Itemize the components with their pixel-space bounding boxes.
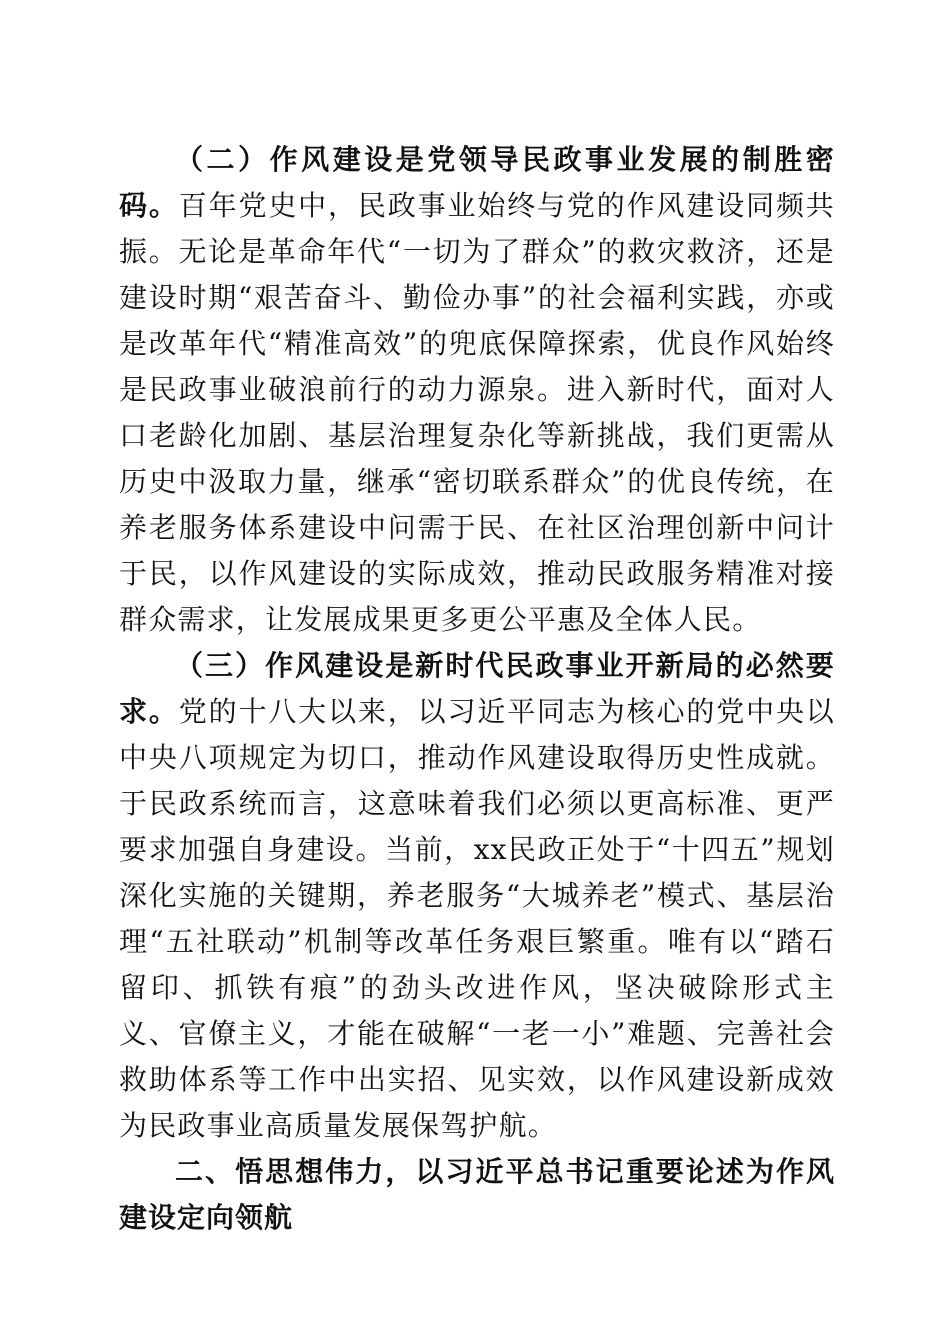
paragraph-body-text: 百年党史中，民政事业始终与党的作风建设同频共振。无论是革命年代“一切为了群众”的救灾救济，还是建设时期“艰苦奋斗、勤俭办事”的社会福利实践，亦或是改革年代“精准高效”的兜底保障探索，优良作风始终是民政事业破浪前行的动力源泉。进入新时代，面对人口老龄化加剧、基层治理复杂化等新挑战，我们更需从历史中汲取力量，继承“密切联系群众”的优良传统，在养老服务体系建设中问需于民、在社区治理创新中问计于民，以作风建设的实际成效，推动民政服务精准对接群众需求，让发展成果更多更公平惠及全体人民。 <box>119 189 836 636</box>
paragraph-work-style-new-era-requirement <box>119 643 835 1149</box>
paragraph-lead-heading: （三）作风建设是新时代民政事业开新局的必然要求。 <box>119 649 835 728</box>
document-body <box>119 137 835 1241</box>
section-heading: 二、悟思想伟力，以习近平总书记重要论述为作风建设定向领航 <box>119 1155 835 1234</box>
paragraph-lead-heading: （二）作风建设是党领导民政事业发展的制胜密码。 <box>119 143 835 222</box>
paragraph-work-style-winning-code <box>119 137 835 643</box>
paragraph-body-text: 党的十八大以来，以习近平同志为核心的党中央以中央八项规定为切口，推动作风建设取得历史性成就。于民政系统而言，这意味着我们必须以更高标准、更严要求加强自身建设。当前，xx民政正处于“十四五”规划深化实施的关键期，养老服务“大城养老”模式、基层治理“五社联动”机制等改革任务艰巨繁重。唯有以“踏石留印、抓铁有痕”的劲头改进作风，坚决破除形式主义、官僚主义，才能在破解“一老一小”难题、完善社会救助体系等工作中出实招、见实效，以作风建设新成效为民政事业高质量发展保驾护航。 <box>119 695 836 1142</box>
